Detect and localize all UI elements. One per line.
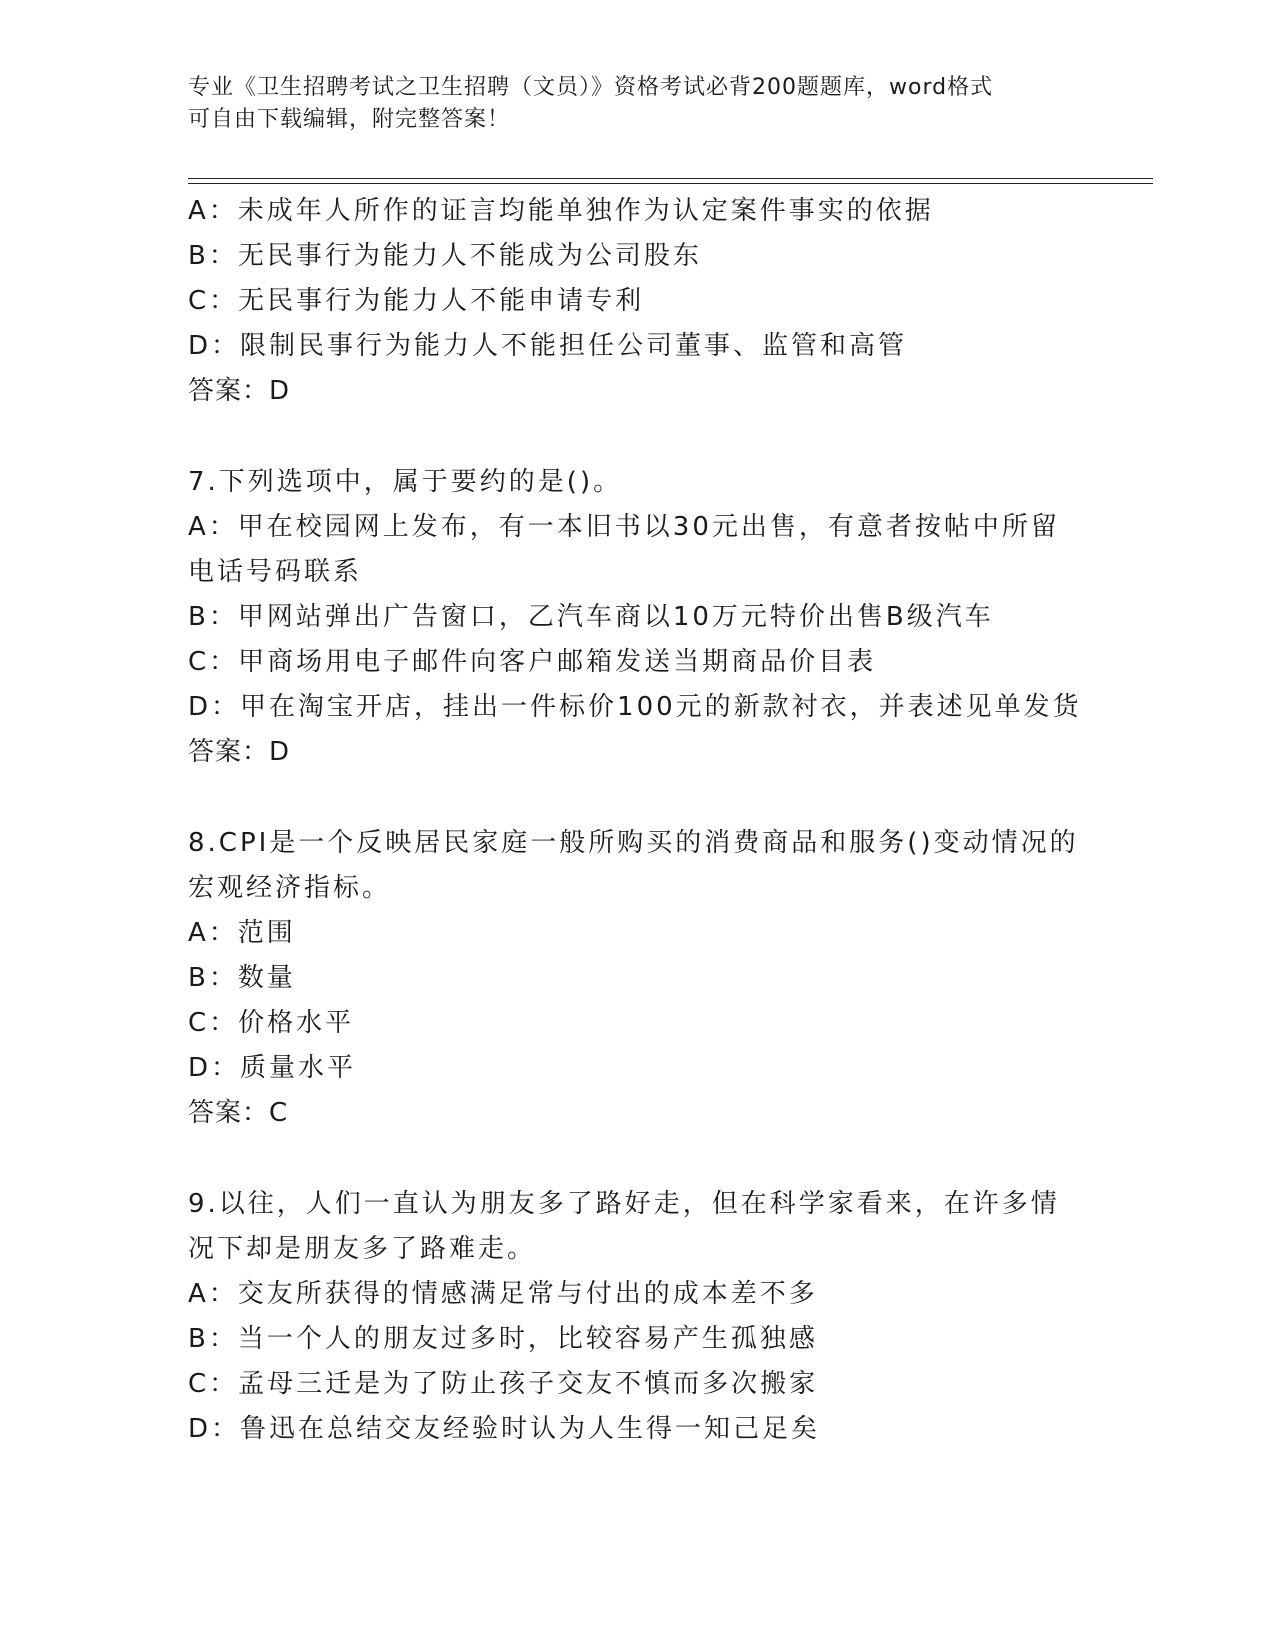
header-title-line-2: 可自由下载编辑，附完整答案！ <box>188 107 511 132</box>
q8-option-c: C：价格水平 <box>188 1008 355 1038</box>
q8-stem-line-2: 宏观经济指标。 <box>188 873 392 903</box>
question-6 <box>188 189 1188 414</box>
q6-option-a: A：未成年人所作的证言均能单独作为认定案件事实的依据 <box>188 196 934 226</box>
q8-answer: 答案：C <box>188 1098 289 1128</box>
q7-option-d: D：甲在淘宝开店，挂出一件标价100元的新款衬衣，并表述见单发货 <box>188 692 1082 722</box>
q8-option-d: D：质量水平 <box>188 1053 357 1083</box>
question-8 <box>188 821 1188 1136</box>
question-list <box>188 189 1188 1452</box>
q8-option-b: B：数量 <box>188 963 296 993</box>
q9-option-d: D：鲁迅在总结交友经验时认为人生得一知己足矣 <box>188 1414 821 1444</box>
q7-stem: 7.下列选项中，属于要约的是()。 <box>188 467 623 497</box>
spacer <box>188 1136 1188 1182</box>
q7-option-b: B：甲网站弹出广告窗口，乙汽车商以10万元特价出售B级汽车 <box>188 602 994 632</box>
question-9 <box>188 1182 1188 1452</box>
q8-option-a: A：范围 <box>188 918 296 948</box>
q6-option-d: D：限制民事行为能力人不能担任公司董事、监管和高管 <box>188 331 908 361</box>
q7-option-a: A：甲在校园网上发布，有一本旧书以30元出售，有意者按帖中所留 <box>188 512 1060 542</box>
q6-option-c: C：无民事行为能力人不能申请专利 <box>188 286 645 316</box>
q6-answer: 答案：D <box>188 376 291 406</box>
q7-option-c: C：甲商场用电子邮件向客户邮箱发送当期商品价目表 <box>188 647 877 677</box>
header-divider-bottom <box>188 183 1153 184</box>
q6-option-b: B：无民事行为能力人不能成为公司股东 <box>188 241 702 271</box>
q9-stem-line-1: 9.以往，人们一直认为朋友多了路好走，但在科学家看来，在许多情 <box>188 1189 1060 1219</box>
header-divider-top <box>188 178 1153 179</box>
header-title-line-1: 专业《卫生招聘考试之卫生招聘（文员）》资格考试必背200题题库，word格式 <box>188 75 994 100</box>
document-header <box>188 72 1088 136</box>
spacer <box>188 775 1188 821</box>
q9-option-a: A：交友所获得的情感满足常与付出的成本差不多 <box>188 1279 818 1309</box>
q7-option-a-continued: 电话号码联系 <box>188 557 363 587</box>
q9-stem-line-2: 况下却是朋友多了路难走。 <box>188 1234 537 1264</box>
q9-option-b: B：当一个人的朋友过多时，比较容易产生孤独感 <box>188 1324 818 1354</box>
q7-answer: 答案：D <box>188 737 291 767</box>
q9-option-c: C：孟母三迁是为了防止孩子交友不慎而多次搬家 <box>188 1369 819 1399</box>
question-7 <box>188 460 1188 775</box>
q8-stem-line-1: 8.CPI是一个反映居民家庭一般所购买的消费商品和服务()变动情况的 <box>188 828 1079 858</box>
spacer <box>188 414 1188 460</box>
